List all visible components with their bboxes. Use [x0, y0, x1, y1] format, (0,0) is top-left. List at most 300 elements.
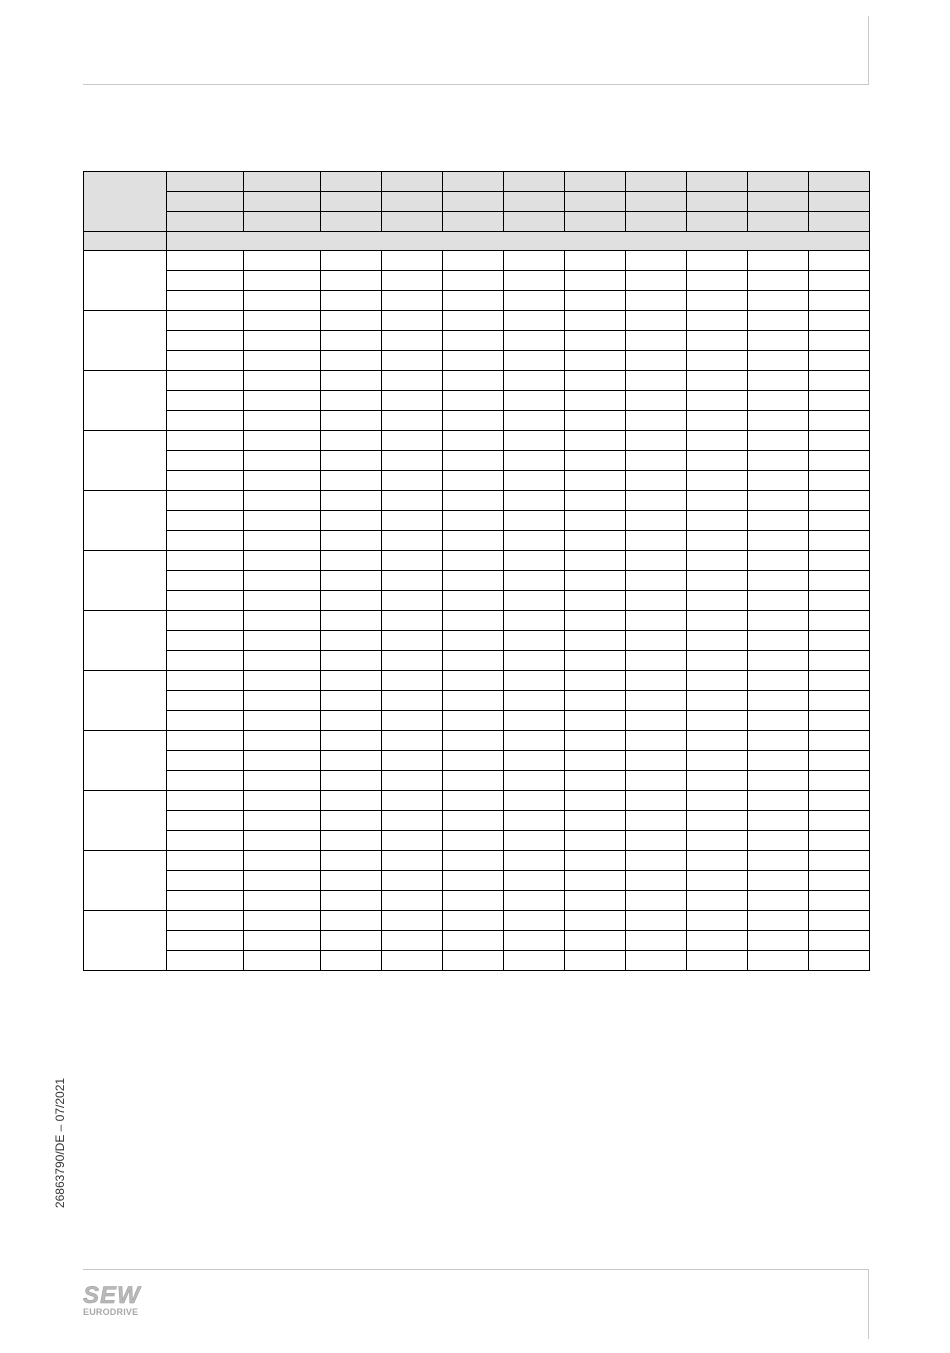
table-cell	[626, 711, 687, 731]
table-cell	[382, 551, 443, 571]
table-cell	[382, 411, 443, 431]
table-cell	[244, 371, 321, 391]
table-cell	[748, 771, 809, 791]
table-cell	[244, 771, 321, 791]
table-cell	[321, 411, 382, 431]
table-cell	[504, 351, 565, 371]
table-cell	[167, 431, 244, 451]
table-cell	[687, 631, 748, 651]
table-cell	[321, 751, 382, 771]
table-cell	[687, 751, 748, 771]
table-cell	[565, 271, 626, 291]
table-cell	[748, 811, 809, 831]
table-cell	[321, 571, 382, 591]
table-cell	[504, 251, 565, 271]
table-cell	[687, 411, 748, 431]
table-cell	[382, 771, 443, 791]
table-cell	[244, 711, 321, 731]
table-cell	[687, 591, 748, 611]
table-cell	[809, 711, 870, 731]
table-cell	[626, 931, 687, 951]
table-cell	[321, 531, 382, 551]
table-cell	[809, 931, 870, 951]
table-cell	[382, 851, 443, 871]
table-cell	[565, 451, 626, 471]
table-cell	[321, 691, 382, 711]
table-cell	[809, 631, 870, 651]
table-cell	[504, 791, 565, 811]
table-cell	[565, 551, 626, 571]
table-row	[84, 291, 870, 311]
table-cell	[626, 271, 687, 291]
table-cell	[382, 311, 443, 331]
table-cell	[565, 511, 626, 531]
table-cell	[565, 811, 626, 831]
table-cell	[321, 311, 382, 331]
header-cell	[167, 172, 244, 192]
section-row	[84, 232, 870, 251]
table-cell	[748, 611, 809, 631]
table-cell	[626, 251, 687, 271]
header-cell	[687, 172, 748, 192]
header-rule	[83, 84, 869, 85]
header-cell	[748, 172, 809, 192]
table-cell	[809, 891, 870, 911]
table-cell	[244, 331, 321, 351]
table-cell	[321, 391, 382, 411]
table-cell	[626, 811, 687, 831]
table-row	[84, 671, 870, 691]
table-cell	[244, 511, 321, 531]
table-row	[84, 631, 870, 651]
table-cell	[626, 871, 687, 891]
table-cell	[504, 611, 565, 631]
table-cell	[748, 491, 809, 511]
table-cell	[565, 651, 626, 671]
table-cell	[504, 291, 565, 311]
table-cell	[443, 271, 504, 291]
table-cell	[626, 471, 687, 491]
table-cell	[565, 931, 626, 951]
header-cell	[244, 212, 321, 232]
group-label-cell	[84, 311, 167, 371]
table-cell	[504, 871, 565, 891]
table-cell	[382, 671, 443, 691]
table-cell	[748, 791, 809, 811]
table-cell	[809, 611, 870, 631]
table-cell	[382, 251, 443, 271]
section-span-cell	[167, 232, 870, 251]
table-cell	[687, 331, 748, 351]
table-cell	[565, 851, 626, 871]
table-cell	[809, 791, 870, 811]
table-cell	[565, 771, 626, 791]
table-cell	[244, 311, 321, 331]
table-row	[84, 711, 870, 731]
header-cell	[504, 192, 565, 212]
table-cell	[626, 451, 687, 471]
table-cell	[167, 611, 244, 631]
table-cell	[687, 571, 748, 591]
table-cell	[443, 591, 504, 611]
header-cell	[687, 192, 748, 212]
table-cell	[321, 951, 382, 971]
header-cell	[321, 192, 382, 212]
table-cell	[244, 911, 321, 931]
table-row	[84, 831, 870, 851]
table-cell	[321, 491, 382, 511]
logo-wordmark: SEW	[83, 1282, 141, 1309]
table-row	[84, 731, 870, 751]
table-cell	[626, 571, 687, 591]
table-cell	[626, 311, 687, 331]
table-cell	[244, 651, 321, 671]
table-cell	[321, 351, 382, 371]
table-row	[84, 931, 870, 951]
table-cell	[626, 651, 687, 671]
header-vertical-rule	[868, 16, 869, 85]
header-cell	[626, 172, 687, 192]
table-cell	[687, 811, 748, 831]
table-cell	[382, 471, 443, 491]
table-cell	[565, 951, 626, 971]
table-cell	[504, 391, 565, 411]
table-cell	[382, 711, 443, 731]
table-cell	[748, 271, 809, 291]
table-cell	[244, 671, 321, 691]
table-cell	[244, 431, 321, 451]
table-cell	[748, 711, 809, 731]
table-cell	[244, 811, 321, 831]
table-cell	[565, 731, 626, 751]
table-cell	[443, 431, 504, 451]
table-cell	[687, 651, 748, 671]
header-cell	[809, 192, 870, 212]
header-cell	[167, 192, 244, 212]
table-cell	[748, 331, 809, 351]
table-cell	[809, 691, 870, 711]
table-cell	[443, 651, 504, 671]
table-cell	[443, 491, 504, 511]
table-cell	[687, 891, 748, 911]
table-cell	[167, 871, 244, 891]
table-cell	[321, 431, 382, 451]
table-cell	[809, 431, 870, 451]
table-cell	[748, 591, 809, 611]
table-cell	[321, 851, 382, 871]
table-cell	[687, 391, 748, 411]
header-cell	[443, 212, 504, 232]
header-row	[84, 172, 870, 192]
table-cell	[167, 831, 244, 851]
table-cell	[687, 551, 748, 571]
table-cell	[687, 511, 748, 531]
table-cell	[565, 431, 626, 451]
table-cell	[244, 871, 321, 891]
table-cell	[443, 631, 504, 651]
table-row	[84, 391, 870, 411]
table-cell	[382, 331, 443, 351]
table-cell	[167, 391, 244, 411]
table-cell	[244, 891, 321, 911]
table-cell	[244, 291, 321, 311]
table-cell	[809, 531, 870, 551]
table-cell	[321, 771, 382, 791]
table-cell	[321, 451, 382, 471]
table-cell	[167, 331, 244, 351]
table-cell	[321, 471, 382, 491]
table-cell	[382, 731, 443, 751]
table-cell	[626, 371, 687, 391]
table-cell	[321, 551, 382, 571]
table-cell	[504, 331, 565, 351]
table-cell	[443, 711, 504, 731]
table-cell	[687, 531, 748, 551]
table-cell	[504, 551, 565, 571]
table-cell	[321, 651, 382, 671]
table-row	[84, 891, 870, 911]
table-row	[84, 591, 870, 611]
table-cell	[687, 791, 748, 811]
table-cell	[626, 351, 687, 371]
table-cell	[626, 411, 687, 431]
table-cell	[809, 491, 870, 511]
table-cell	[565, 751, 626, 771]
table-cell	[809, 751, 870, 771]
table-cell	[809, 671, 870, 691]
logo-subtitle: EURODRIVE	[83, 1307, 139, 1317]
table-cell	[748, 631, 809, 651]
table-cell	[504, 511, 565, 531]
table-cell	[321, 891, 382, 911]
table-cell	[167, 471, 244, 491]
table-cell	[443, 731, 504, 751]
table-cell	[382, 371, 443, 391]
table-cell	[565, 351, 626, 371]
table-cell	[748, 651, 809, 671]
table-cell	[687, 471, 748, 491]
table-cell	[565, 411, 626, 431]
table-cell	[687, 771, 748, 791]
table-cell	[748, 311, 809, 331]
table-cell	[626, 611, 687, 631]
table-cell	[443, 571, 504, 591]
table-cell	[321, 711, 382, 731]
table-cell	[809, 651, 870, 671]
table-cell	[167, 951, 244, 971]
table-cell	[626, 791, 687, 811]
table-cell	[321, 591, 382, 611]
table-cell	[748, 831, 809, 851]
table-cell	[565, 871, 626, 891]
table-cell	[167, 251, 244, 271]
table-cell	[167, 691, 244, 711]
table-cell	[809, 471, 870, 491]
table-row	[84, 271, 870, 291]
table-cell	[565, 531, 626, 551]
table-row	[84, 571, 870, 591]
table-cell	[443, 951, 504, 971]
group-label-cell	[84, 851, 167, 911]
table-cell	[748, 571, 809, 591]
table-cell	[687, 491, 748, 511]
table-cell	[504, 911, 565, 931]
table-cell	[809, 851, 870, 871]
table-cell	[382, 511, 443, 531]
group-label-cell	[84, 371, 167, 431]
table-cell	[382, 951, 443, 971]
table-cell	[504, 811, 565, 831]
header-cell	[748, 212, 809, 232]
table-cell	[244, 271, 321, 291]
table-cell	[626, 511, 687, 531]
table-cell	[809, 411, 870, 431]
table-cell	[626, 891, 687, 911]
table-cell	[809, 331, 870, 351]
table-cell	[687, 431, 748, 451]
table-cell	[244, 471, 321, 491]
group-label-cell	[84, 791, 167, 851]
table-cell	[748, 911, 809, 931]
section-label-cell	[84, 232, 167, 251]
table-cell	[687, 711, 748, 731]
table-cell	[809, 511, 870, 531]
table-cell	[748, 351, 809, 371]
table-cell	[504, 731, 565, 751]
header-cell	[626, 192, 687, 212]
table-cell	[565, 671, 626, 691]
group-label-cell	[84, 251, 167, 311]
table-cell	[382, 591, 443, 611]
table-cell	[565, 371, 626, 391]
table-cell	[504, 691, 565, 711]
table-cell	[382, 391, 443, 411]
table-cell	[321, 511, 382, 531]
table-cell	[443, 311, 504, 331]
table-cell	[443, 931, 504, 951]
table-cell	[504, 951, 565, 971]
table-cell	[748, 551, 809, 571]
table-cell	[626, 671, 687, 691]
table-cell	[167, 931, 244, 951]
table-cell	[167, 551, 244, 571]
header-cell	[382, 192, 443, 212]
header-cell	[382, 212, 443, 232]
table-cell	[443, 511, 504, 531]
table-cell	[687, 871, 748, 891]
header-row	[84, 212, 870, 232]
table-cell	[504, 311, 565, 331]
table-cell	[244, 851, 321, 871]
table-cell	[382, 491, 443, 511]
table-cell	[443, 611, 504, 631]
table-cell	[244, 551, 321, 571]
table-row	[84, 811, 870, 831]
header-cell	[809, 172, 870, 192]
table-row	[84, 951, 870, 971]
table-row	[84, 771, 870, 791]
table-cell	[443, 411, 504, 431]
group-label-cell	[84, 611, 167, 671]
table-cell	[626, 851, 687, 871]
table-cell	[504, 271, 565, 291]
table-cell	[382, 271, 443, 291]
header-cell	[748, 192, 809, 212]
table-row	[84, 351, 870, 371]
table-cell	[565, 791, 626, 811]
table-cell	[809, 391, 870, 411]
table-cell	[167, 371, 244, 391]
table-cell	[321, 271, 382, 291]
table-cell	[382, 651, 443, 671]
table-cell	[687, 351, 748, 371]
table-cell	[504, 531, 565, 551]
table-cell	[443, 251, 504, 271]
table-cell	[167, 291, 244, 311]
table-cell	[443, 771, 504, 791]
table-cell	[382, 811, 443, 831]
table-row	[84, 411, 870, 431]
table-cell	[748, 411, 809, 431]
table-cell	[626, 491, 687, 511]
footer-rule	[83, 1269, 869, 1270]
header-cell	[565, 172, 626, 192]
table-cell	[443, 791, 504, 811]
group-label-cell	[84, 551, 167, 611]
table-cell	[809, 871, 870, 891]
table-row	[84, 691, 870, 711]
table-cell	[321, 631, 382, 651]
table-cell	[244, 691, 321, 711]
group-label-cell	[84, 731, 167, 791]
table-cell	[565, 391, 626, 411]
table-cell	[244, 631, 321, 651]
table-cell	[167, 711, 244, 731]
table-cell	[504, 571, 565, 591]
table-cell	[382, 911, 443, 931]
table-cell	[809, 351, 870, 371]
data-table	[83, 171, 870, 971]
table-cell	[167, 591, 244, 611]
table-cell	[382, 691, 443, 711]
table-cell	[443, 811, 504, 831]
table-cell	[321, 331, 382, 351]
document-id: 26863790/DE – 07/2021	[53, 1077, 67, 1209]
table-cell	[504, 851, 565, 871]
table-row	[84, 911, 870, 931]
header-cell	[321, 172, 382, 192]
table-cell	[167, 451, 244, 471]
header-corner-cell	[84, 172, 167, 232]
table-cell	[167, 571, 244, 591]
table-cell	[321, 911, 382, 931]
table-cell	[748, 691, 809, 711]
table-cell	[565, 611, 626, 631]
table-cell	[504, 711, 565, 731]
table-cell	[321, 291, 382, 311]
group-label-cell	[84, 911, 167, 971]
header-cell	[244, 172, 321, 192]
table-cell	[809, 731, 870, 751]
table-cell	[321, 251, 382, 271]
table-cell	[244, 411, 321, 431]
group-label-cell	[84, 431, 167, 491]
table-cell	[565, 911, 626, 931]
table-cell	[565, 571, 626, 591]
table-cell	[626, 751, 687, 771]
table-cell	[443, 691, 504, 711]
table-cell	[748, 871, 809, 891]
